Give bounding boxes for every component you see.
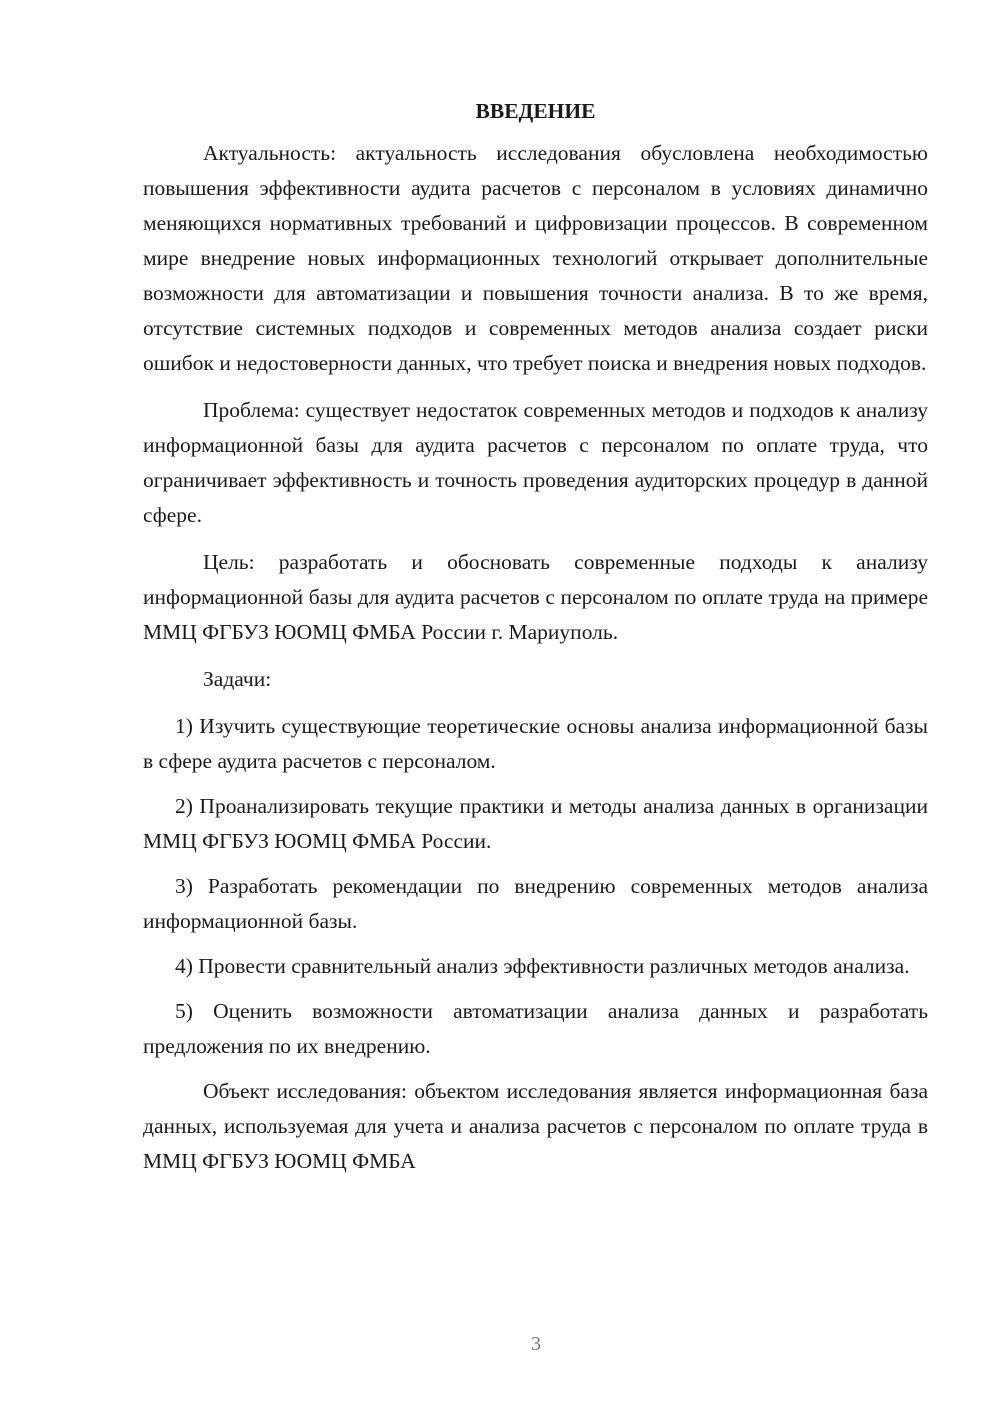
paragraph-goal: Цель: разработать и обосновать современные подходы к анализу информационной базы для аудита расчетов с персоналом по оплате труда на примере ММЦ ФГБУЗ ЮОМЦ ФМБА России г. Мариуполь. <box>143 550 928 644</box>
task-item-3: 3) Разработать рекомендации по внедрению современных методов анализа информационной базы. <box>143 874 928 933</box>
paragraph-relevance: Актуальность: актуальность исследования обусловлена необходимостью повышения эффективности аудита расчетов с персоналом в условиях динамично меняющихся нормативных требований и цифровизации процессов. В современном мире внедрение новых информационных технологий открывает дополнительные возможности для автоматизации и повышения точности анализа. В то же время, отсутствие системных подходов и современных методов анализа создает риски ошибок и недостоверности данных, что требует поиска и внедрения новых подходов. <box>143 141 928 375</box>
task-item-4: 4) Провести сравнительный анализ эффективности различных методов анализа. <box>175 954 910 978</box>
paragraph-problem: Проблема: существует недостаток современных методов и подходов к анализу информационной базы для аудита расчетов с персоналом по оплате труда, что ограничивает эффективность и точность проведения аудиторских процедур в данной сфере. <box>143 398 928 527</box>
task-item-1: 1) Изучить существующие теоретические основы анализа информационной базы в сфере аудита расчетов с персоналом. <box>143 714 928 773</box>
page-content <box>143 96 928 1191</box>
task-item-5: 5) Оценить возможности автоматизации анализа данных и разработать предложения по их внедрению. <box>143 999 928 1058</box>
section-title: ВВЕДЕНИЕ <box>475 99 596 123</box>
tasks-label: Задачи: <box>203 667 272 691</box>
page-number: 3 <box>531 1333 541 1355</box>
task-item-2: 2) Проанализировать текущие практики и методы анализа данных в организации ММЦ ФГБУЗ ЮОМЦ ФМБА России. <box>143 794 928 853</box>
paragraph-object: Объект исследования: объектом исследования является информационная база данных, используемая для учета и анализа расчетов с персоналом по оплате труда в ММЦ ФГБУЗ ЮОМЦ ФМБА <box>143 1079 928 1173</box>
